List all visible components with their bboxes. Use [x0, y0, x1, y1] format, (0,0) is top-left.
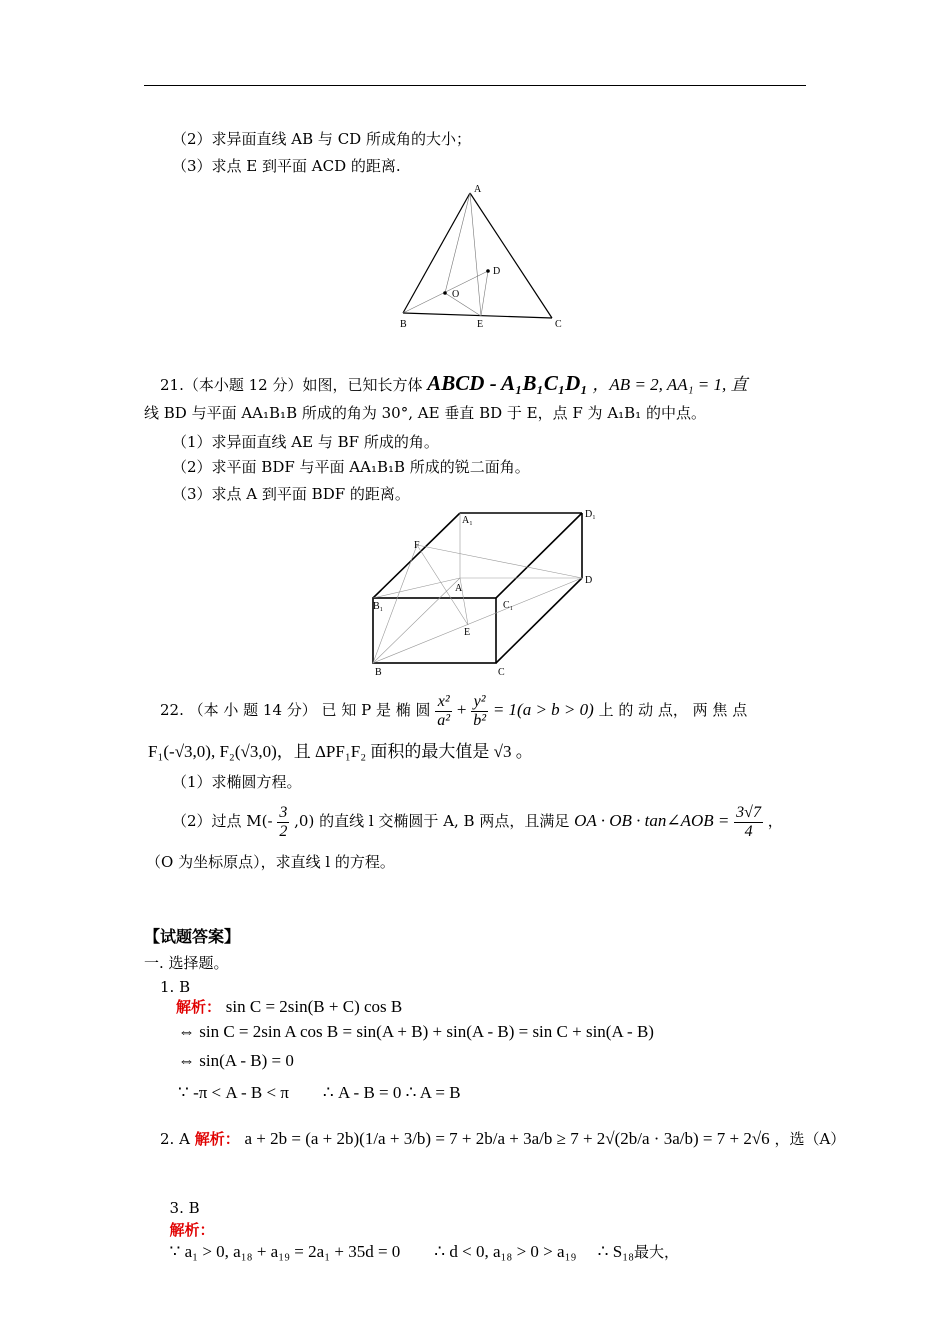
q21-prefix: 21.（本小题 12 分）如图，已知长方体	[160, 376, 423, 394]
answer1-line4: ∵ -π < A - B < π ∴ A - B = 0 ∴ A = B	[178, 1083, 461, 1102]
answer1-expr1: sin C = 2sin(B + C) cos B	[225, 997, 403, 1016]
fig2-label-b1: B₁	[373, 601, 384, 612]
answer2	[160, 1128, 845, 1150]
fig1-label-o: O	[452, 289, 460, 300]
answer3	[160, 1175, 679, 1263]
q22-item2-expr: OA · OB · tan∠AOB =	[574, 811, 730, 830]
q22-item2-cont: （O 为坐标原点），求直线 l 的方程。	[146, 853, 395, 871]
fig2-label-d1: D₁	[585, 509, 596, 520]
answer1-line1	[176, 996, 402, 1018]
answer1-line2: ⇔ sin C = 2sin A cos B = sin(A + B) + sin(A - B) = sin C + sin(A - B)	[178, 1022, 654, 1041]
q22-item2	[172, 798, 783, 844]
answer2-end: ，选（A）	[774, 1130, 846, 1148]
fig2-label-f: F	[414, 540, 420, 551]
q21-line1	[160, 372, 748, 396]
q22-line2: F₁(-√3,0), F₂(√3,0)，且 ΔPF₁F₂ 面积的最大值是 √3 。	[148, 742, 533, 761]
q22-prefix: 22. （本 小 题 14 分） 已 知 P 是 椭 圆	[160, 701, 431, 719]
answer1-jiexi: 解析：	[176, 998, 222, 1016]
q21-item2: （2）求平面 BDF 与平面 AA₁B₁B 所成的锐二面角。	[172, 458, 530, 476]
fig2-label-d: D	[585, 575, 593, 586]
q22-item2-prefix: （2）过点 M(-	[172, 812, 273, 830]
q22-frac-x: $\frac{\text{x²}}{\text{a²}}$	[437, 692, 451, 729]
header-rule	[144, 85, 806, 86]
q22-frac-result: $\frac{3√7}{4}$	[736, 803, 761, 840]
q22-eq: = 1(a > b > 0)	[492, 700, 594, 719]
fig2-label-c: C	[498, 667, 505, 678]
answer2-expr: a + 2b = (a + 2b)(1/a + 3/b) = 7 + 2b/a + 3a/b ≥ 7 + 2√(2b/a · 3a/b) = 7 + 2√6	[244, 1129, 770, 1148]
q22-plus: +	[456, 700, 467, 719]
answers-heading: 【试题答案】	[144, 927, 241, 946]
tetrahedron-figure	[395, 180, 575, 335]
q20-item2: （2）求异面直线 AB 与 CD 所成角的大小；	[172, 130, 471, 148]
q22-suffix: 上 的 动 点， 两 焦 点	[598, 701, 748, 719]
cuboid-figure	[360, 505, 610, 680]
fig1-label-e: E	[477, 319, 484, 330]
answer1-line3: ⇔ sin(A - B) = 0	[178, 1051, 294, 1070]
answer2-label: 2. A	[160, 1130, 190, 1148]
q22-item2-end: ，	[767, 812, 783, 830]
fig2-label-a1: A₁	[462, 515, 473, 526]
q21-box-name: ABCD - A₁B₁C₁D₁	[427, 371, 588, 395]
fig1-label-d: D	[493, 266, 501, 277]
fig1-label-a: A	[474, 184, 482, 195]
fig1-label-c: C	[555, 319, 562, 330]
fig2-label-e: E	[464, 627, 471, 638]
q21-item3: （3）求点 A 到平面 BDF 的距离。	[172, 485, 410, 503]
fig2-label-c1: C₁	[503, 600, 514, 611]
answer3-jiexi: 解析：	[169, 1221, 215, 1239]
answer3-expr: ∵ a₁ > 0, a₁₈ + a₁₉ = 2a₁ + 35d = 0 ∴ d < 0, a₁₈ > 0 > a₁₉ ∴ S₁₈	[169, 1242, 635, 1261]
q20-item3: （3）求点 E 到平面 ACD 的距离.	[172, 157, 401, 175]
answer1-label: 1. B	[160, 978, 191, 996]
answer3-end: 最大，	[634, 1243, 680, 1261]
q21-item1: （1）求异面直线 AE 与 BF 所成的角。	[172, 433, 439, 451]
q22-item1: （1）求椭圆方程。	[172, 773, 302, 791]
answer2-jiexi: 解析：	[194, 1130, 240, 1148]
q22-line1	[160, 690, 747, 730]
answers-section: 一. 选择题。	[144, 954, 229, 972]
q22-frac-m: $\frac{3}{2}$	[279, 803, 288, 840]
q22-frac-y: $\frac{\text{y²}}{\text{b²}}$	[473, 692, 487, 729]
q21-condition: ，AB = 2, AA₁ = 1, 直	[592, 375, 748, 394]
answer3-label: 3. B	[169, 1199, 200, 1217]
fig1-label-b: B	[400, 319, 407, 330]
fig2-label-b: B	[375, 667, 382, 678]
q22-item2-mid: ,0) 的直线 l 交椭圆于 A, B 两点，且满足	[294, 812, 570, 830]
fig2-label-a: A	[455, 583, 463, 594]
q21-line2: 线 BD 与平面 AA₁B₁B 所成的角为 30°, AE 垂直 BD 于 E，点 F 为 A₁B₁ 的中点。	[144, 404, 706, 422]
